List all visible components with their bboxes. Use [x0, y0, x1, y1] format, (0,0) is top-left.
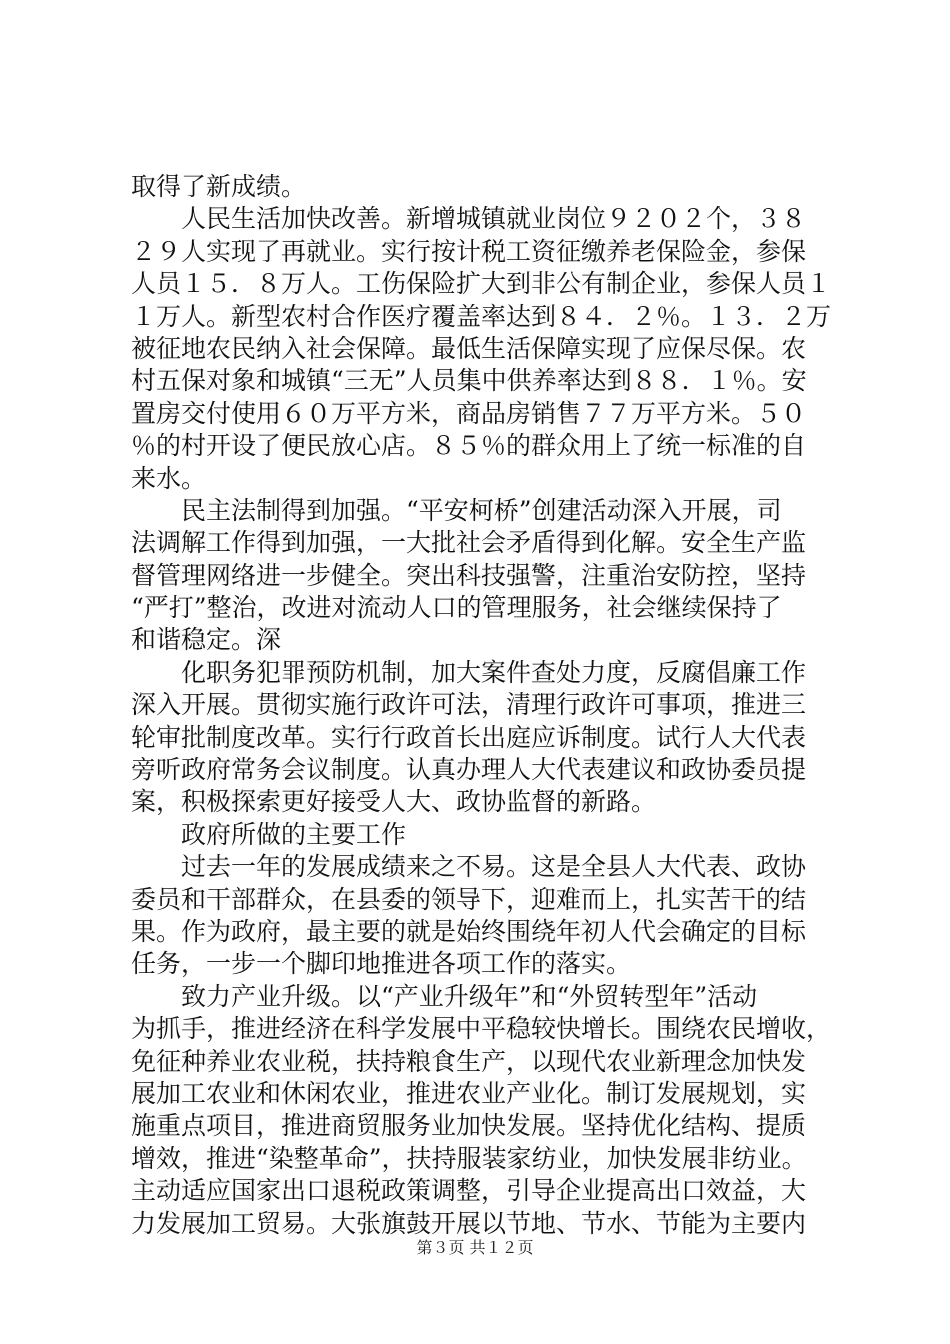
text-line: 力发展加工贸易。大张旗鼓开展以节地、节水、节能为主要内: [131, 1208, 807, 1238]
text-line: 深入开展。贯彻实施行政许可法，清理行政许可事项，推进三: [131, 690, 807, 720]
text-line: 为抓手，推进经济在科学发展中平稳较快增长。围绕农民增收，: [131, 1014, 832, 1044]
text-line: 果。作为政府，最主要的就是始终围绕年初人代会确定的目标: [131, 916, 807, 946]
text-line: 政府所做的主要工作: [131, 819, 407, 849]
text-line: 案，积极探索更好接受人大、政协监督的新路。: [131, 787, 657, 817]
text-line: 人民生活加快改善。新增城镇就业岗位９２０２个，３８: [131, 204, 807, 234]
text-line: 人员１５．８万人。工伤保险扩大到非公有制企业，参保人员１: [131, 269, 832, 299]
text-line: １万人。新型农村合作医疗覆盖率达到８４．２％。１３．２万: [131, 301, 832, 331]
text-line: “严打”整治，改进对流动人口的管理服务，社会继续保持了: [131, 593, 782, 623]
body-text: [131, 171, 831, 1240]
text-line: ％的村开设了便民放心店。８５％的群众用上了统一标准的自: [131, 431, 807, 461]
text-line: 被征地农民纳入社会保障。最低生活保障实现了应保尽保。农: [131, 333, 807, 363]
text-line: 民主法制得到加强。“平安柯桥”创建活动深入开展，司: [131, 495, 782, 525]
text-line: 免征种养业农业税，扶持粮食生产，以现代农业新理念加快发: [131, 1046, 807, 1076]
text-line: 过去一年的发展成绩来之不易。这是全县人大代表、政协: [131, 852, 807, 882]
text-line: 村五保对象和城镇“三无”人员集中供养率达到８８．１％。安: [131, 366, 807, 396]
text-line: 和谐稳定。深: [131, 625, 282, 655]
text-line: 增效，推进“染整革命”，扶持服装家纺业，加快发展非纺业。: [131, 1143, 807, 1173]
text-line: 督管理网络进一步健全。突出科技强警，注重治安防控，坚持: [131, 560, 807, 590]
text-line: 委员和干部群众，在县委的领导下，迎难而上，扎实苦干的结: [131, 884, 807, 914]
text-line: ２９人实现了再就业。实行按计税工资征缴养老保险金，参保: [131, 236, 807, 266]
text-line: 主动适应国家出口退税政策调整，引导企业提高出口效益，大: [131, 1176, 807, 1206]
text-line: 化职务犯罪预防机制，加大案件查处力度，反腐倡廉工作: [131, 657, 807, 687]
text-line: 致力产业升级。以“产业升级年”和“外贸转型年”活动: [131, 981, 758, 1011]
page-footer: 第３页 共１２页: [416, 1238, 534, 1257]
text-line: 置房交付使用６０万平方米，商品房销售７７万平方米。５０: [131, 398, 807, 428]
text-line: 展加工农业和休闲农业，推进农业产业化。制订发展规划，实: [131, 1078, 807, 1108]
text-line: 轮审批制度改革。实行行政首长出庭应诉制度。试行人大代表: [131, 722, 807, 752]
text-line: 来水。: [131, 463, 207, 493]
text-line: 任务，一步一个脚印地推进各项工作的落实。: [131, 949, 632, 979]
text-line: 旁听政府常务会议制度。认真办理人大代表建议和政协委员提: [131, 755, 807, 785]
text-line: 施重点项目，推进商贸服务业加快发展。坚持优化结构、提质: [131, 1111, 807, 1141]
text-line: 法调解工作得到加强，一大批社会矛盾得到化解。安全生产监: [131, 528, 807, 558]
text-line: 取得了新成绩。: [131, 172, 307, 201]
